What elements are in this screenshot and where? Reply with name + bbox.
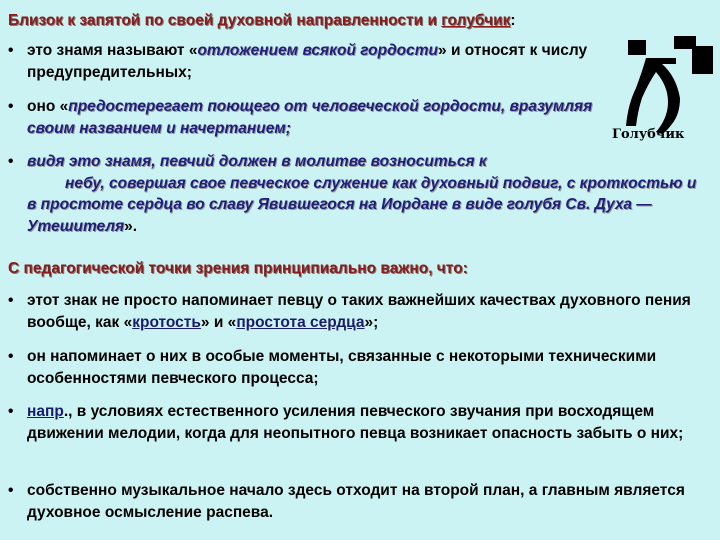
bullet-emphasis: предостерегает поющего от человеческой гордости, вразумляя своим названием и начертанием; [27, 98, 593, 137]
bullet-text: он напоминает о них в особые моменты, связанные с некоторыми техническими особенностями певческого процесса; [27, 348, 657, 387]
bullet-emphasis: отложением всякой гордости [197, 42, 439, 59]
heading-text: Близок к запятой по своей духовной направленности и [8, 12, 442, 29]
heading-pedagogy: С педагогической точки зрения принципиально важно, что: [8, 260, 468, 277]
bullet-text [27, 96, 608, 139]
heading-colon: : [510, 12, 516, 29]
bullet-marker: • [8, 348, 14, 365]
bullet-text [27, 290, 716, 333]
bullet-text-part: это знамя называют « [27, 42, 198, 59]
bullet-marker: • [8, 403, 14, 420]
krotost-link[interactable]: кротость [132, 313, 201, 331]
bullet-marker: • [8, 292, 14, 309]
bullet-text-part: оно « [27, 98, 69, 115]
neume-caption: Голубчик [612, 127, 685, 142]
bullet-text [27, 40, 588, 83]
golubchik-link[interactable]: голубчик [441, 12, 511, 29]
bullet-text-part: »; [364, 313, 379, 331]
bullet-text-part: » и « [200, 313, 237, 331]
bullet-text-part: ». [124, 217, 138, 235]
bullet-emphasis: видя это знамя, певчий должен в молитве возноситься к [27, 153, 487, 170]
napr-link[interactable]: напр [27, 403, 64, 420]
bullet-item [8, 151, 708, 237]
bullet-text-part: этот знак не просто напоминает певцу о таких важнейших качествах духовного пения вообще, как « [27, 292, 691, 331]
heading-golubchik [8, 12, 516, 30]
bullet-emphasis: небу, совершая свое певческое служение как духовный подвиг, с кроткостью и в простоте сердца во славу Явившегося на Иордане в виде голубя Св. Духа — Утешителя [27, 174, 697, 235]
bullet-marker: • [8, 42, 14, 59]
bullet-text: собственно музыкальное начало здесь отходит на второй план, а главным является духовное осмысление распева. [27, 482, 685, 521]
bullet-text [27, 401, 716, 444]
bullet-text [27, 151, 708, 237]
bullet-item [8, 346, 716, 389]
bullet-item [8, 96, 608, 139]
bullet-marker: • [8, 482, 14, 499]
bullet-text-part: ., в условиях естественного усиления певческого звучания при восходящем движении мелодии, когда для неопытного певца возникает опасность забыть о них; [27, 403, 684, 442]
bullet-item [8, 290, 716, 333]
bullet-marker: • [8, 98, 14, 115]
bullet-item [8, 401, 716, 444]
bullet-text-part: » и относят к числу предупредительных; [27, 42, 588, 81]
bullet-item [8, 40, 588, 83]
bullet-marker: • [8, 153, 14, 170]
bullet-item [8, 480, 716, 523]
prostota-serdca-link[interactable]: простота сердца [236, 313, 365, 331]
